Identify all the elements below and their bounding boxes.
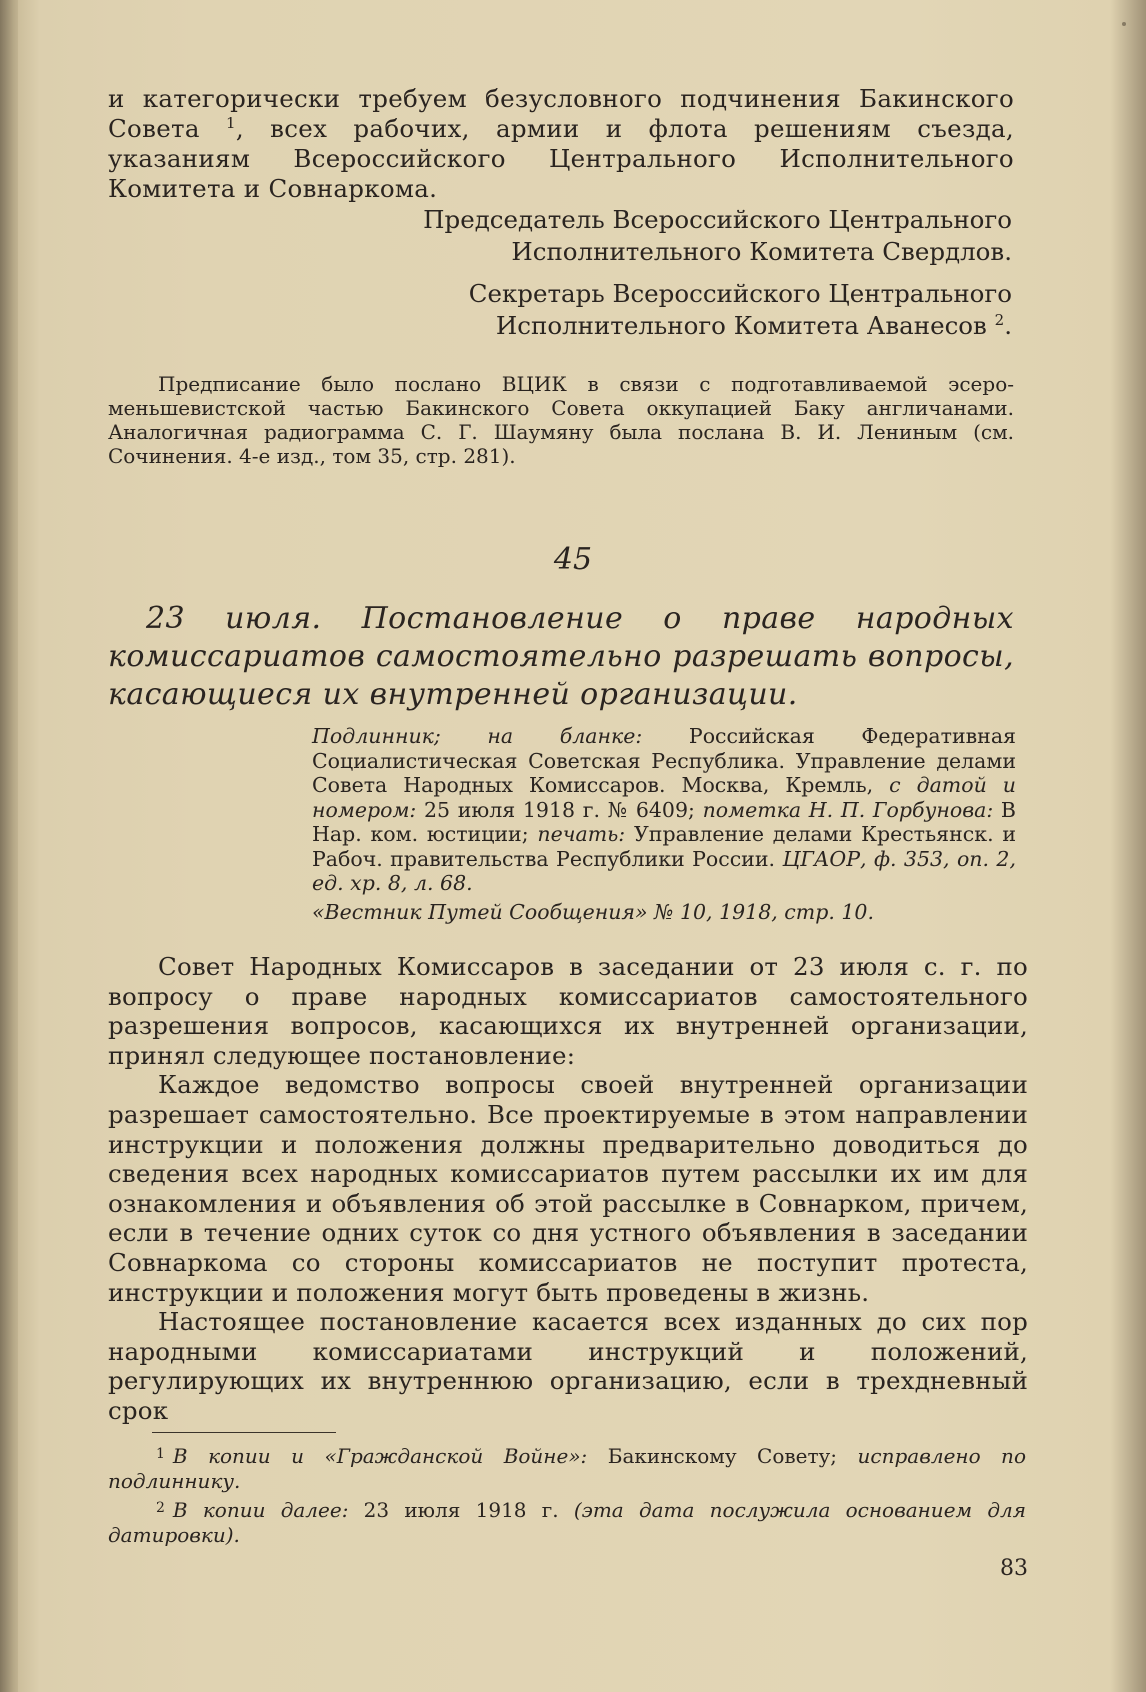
intro-paragraph: и категорически требуем безусловного подчинения Бакинского Совета $^1$, всех рабочих, армии и флота решениям съезда, указаниям Всероссийского Центрального Исполнительного Комитета и Совнаркома. bbox=[108, 84, 1015, 203]
document-title: 23 июля. Постановление о праве народных комиссариатов самостоятельно разрешать вопросы, касающиеся их внутренней организации. bbox=[108, 601, 1014, 712]
footnote-ref-1: 1 bbox=[226, 114, 236, 132]
document-number: 45 bbox=[553, 542, 593, 577]
signature-secretary: Секретарь Всероссийского Центрального Исполнительного Комитета Аванесов $^2$. bbox=[468, 279, 1012, 340]
page-number: 83 bbox=[1000, 1556, 1028, 1581]
editorial-note: Предписание было послано ВЦИК в связи с подготавливаемой эсеро-меньшевистской частью Бакинского Совета оккупацией Баку англичанами. Аналогичная радиограмма С. Г. Шаумяну была послана В. И. Лениным (см. Сочинения. 4-е изд., том 35, стр. 281). bbox=[108, 372, 1014, 468]
footnote-divider bbox=[152, 1432, 336, 1433]
body-paragraph: Совет Народных Комиссаров в заседании от 23 июля с. г. по вопросу о праве народных комиссариатов самостоятельного разрешения вопросов, касающихся их внутренней организации, принял следующее постановление: bbox=[108, 952, 1028, 1070]
footnote-2: $^2$ В копии далее: 23 июля 1918 г. (эта дата послужила основанием для датировки). bbox=[108, 1498, 1026, 1547]
footnote-1: $^1$ В копии и «Гражданской Войне»: Бакинскому Совету; исправлено по подлиннику. bbox=[108, 1444, 1026, 1493]
resolution-body bbox=[108, 952, 1028, 1426]
footnotes bbox=[108, 1442, 1026, 1550]
footnote-ref-2: 2 bbox=[994, 311, 1005, 329]
archive-reference: Подлинник; на бланке: Российская Федеративная Социалистическая Советская Республика. Управление делами Совета Народных Комиссаров. Москва, Кремль, с датой и номером: 25 июля 1918 г. № 6409; пометка Н. П. Горбунова: В Нар. ком. юстиции; печать: Управление делами Крестьянск. и Рабоч. правительства Республики России. ЦГАОР, ф. 353, оп. 2, ед. хр. 8, л. 68. bbox=[312, 724, 1017, 895]
body-paragraph: Настоящее постановление касается всех изданных до сих пор народными комиссариатами инструкций и положений, регулирующих их внутреннюю организацию, если в трехдневный срок bbox=[108, 1307, 1028, 1425]
paper-speck bbox=[1122, 22, 1126, 26]
body-paragraph: Каждое ведомство вопросы своей внутренней организации разрешает самостоятельно. Все проектируемые в этом направлении инструкции и положения должны предварительно доводиться до сведения всех народных комиссариатов путем рассылки их им для ознакомления и объявления об этой рассылке в Совнарком, причем, если в течение одних суток со дня устного объявления в заседании Совнаркома со стороны комиссариатов не поступит протеста, инструкции и положения могут быть проведены в жизнь. bbox=[108, 1070, 1028, 1307]
publication-reference: «Вестник Путей Сообщения» № 10, 1918, стр. 10. bbox=[312, 900, 874, 924]
page-gutter-shadow bbox=[0, 0, 18, 1692]
signature-chairman: Председатель Всероссийского Центрального Исполнительного Комитета Свердлов. bbox=[423, 205, 1012, 266]
